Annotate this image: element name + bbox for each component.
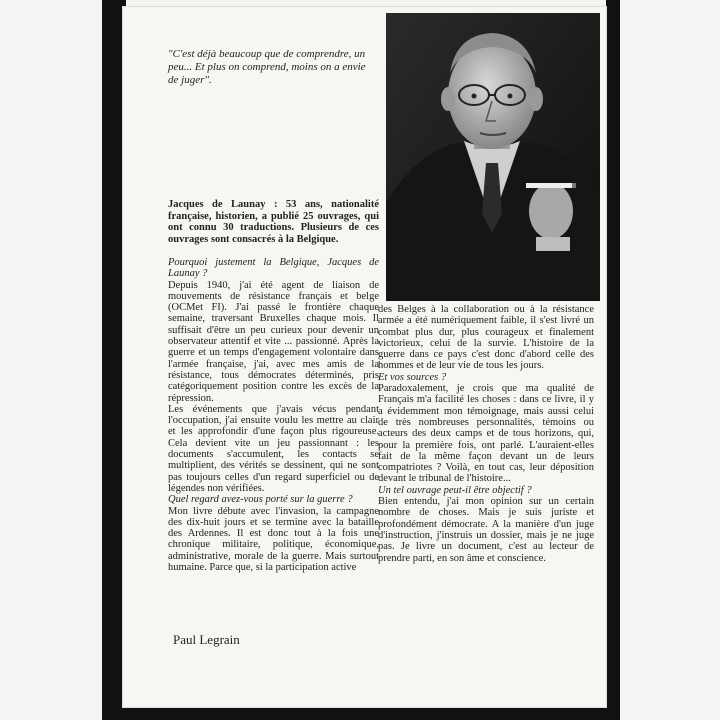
epigraph-quote: "C'est déjà beaucoup que de comprendre, un peu... Et plus on comprend, moins on a envie de juger". xyxy=(168,48,366,86)
author-portrait xyxy=(386,13,600,301)
book-back-cover xyxy=(122,6,607,708)
interview-question: Un tel ouvrage peut-il être objectif ? xyxy=(378,484,532,496)
interview-question: Et vos sources ? xyxy=(378,371,447,383)
interview-answer: Bien entendu, j'ai mon opinion sur un certain nombre de choses. Mais je suis juriste et profondément démocrate. A la manière d'un juge d'instruction, j'instruis un dossier, mais je ne juge pas. Je livre un document, c'est au lecteur de prendre parti, en son âme et conscience. xyxy=(378,496,594,564)
interview-answer: Les événements que j'avais vécus pendant l'occupation, j'ai ensuite voulu les mettre au clair et les approfondir d'une façon plus rigoureuse. Cela devient vite un jeu passionnant : les documents s'accumulent, les contacts se multiplient, des vérités se dessinent, qui ne sont pas toujours celles d'un regard superficiel ou de légendes non vérifiées. xyxy=(168,403,379,494)
interview-answer: des Belges à la collaboration ou à la résistance armée a été numériquement faible, il s'est livré un combat plus dur, plus courageux et finalement victorieux, celui de la survie. L'histoire de la guerre dans ce pays c'est donc d'abord celle des hommes et de leur vie de tous les jours. xyxy=(378,304,594,372)
interview-column-left xyxy=(168,257,379,573)
interview-answer: Mon livre débute avec l'invasion, la campagne des dix-huit jours et se termine avec la bataille des Ardennes. Il est donc tout à la fois une chronique militaire, politique, économique, administrative, morale de la guerre. Mais surtout humaine. Parce que, si la participation active xyxy=(168,505,379,574)
author-bio: Jacques de Launay : 53 ans, nationalité française, historien, a publié 25 ouvrages, qui ont connu 30 traductions. Plusieurs de ces ouvrages sont consacrés à la Belgique. xyxy=(168,199,379,245)
interview-answer: Depuis 1940, j'ai été agent de liaison de mouvements de résistance français et belge (OCMet FI). J'ai passé le frontière chaque semaine, traversant Bruxelles chaque mois. Il suffisait d'être un peu curieux pour devenir un observateur attentif et vite ... passionné. Après la guerre et un temps d'engagement volontaire dans l'armée française, j'ai, avec mes amis de la résistance, tous démocrates déterminés, pris catégoriquement position contre les excès de la répression. xyxy=(168,279,379,404)
interview-answer: Paradoxalement, je crois que ma qualité de Français m'a facilité les choses : dans ce livre, il y a évidemment mon témoignage, mais aussi celui de très nombreuses personnalités, témoins ou acteurs des deux camps et de tous horizons, qui, pour la première fois, ont parlé. L'auraient-elles fait de la même façon devant un de leurs compatriotes ? Voilà, en tout cas, leur déposition devant le tribunal de l'histoire... xyxy=(378,383,594,485)
interview-column-right xyxy=(378,304,594,564)
background-bottom xyxy=(102,708,620,720)
interview-question: Pourquoi justement la Belgique, Jacques de Launay ? xyxy=(168,257,379,280)
background-right xyxy=(606,0,620,720)
interviewer-signature: Paul Legrain xyxy=(173,632,240,647)
interview-question: Quel regard avez-vous porté sur la guerre ? xyxy=(168,494,353,506)
author-portrait-illustration xyxy=(386,13,600,301)
